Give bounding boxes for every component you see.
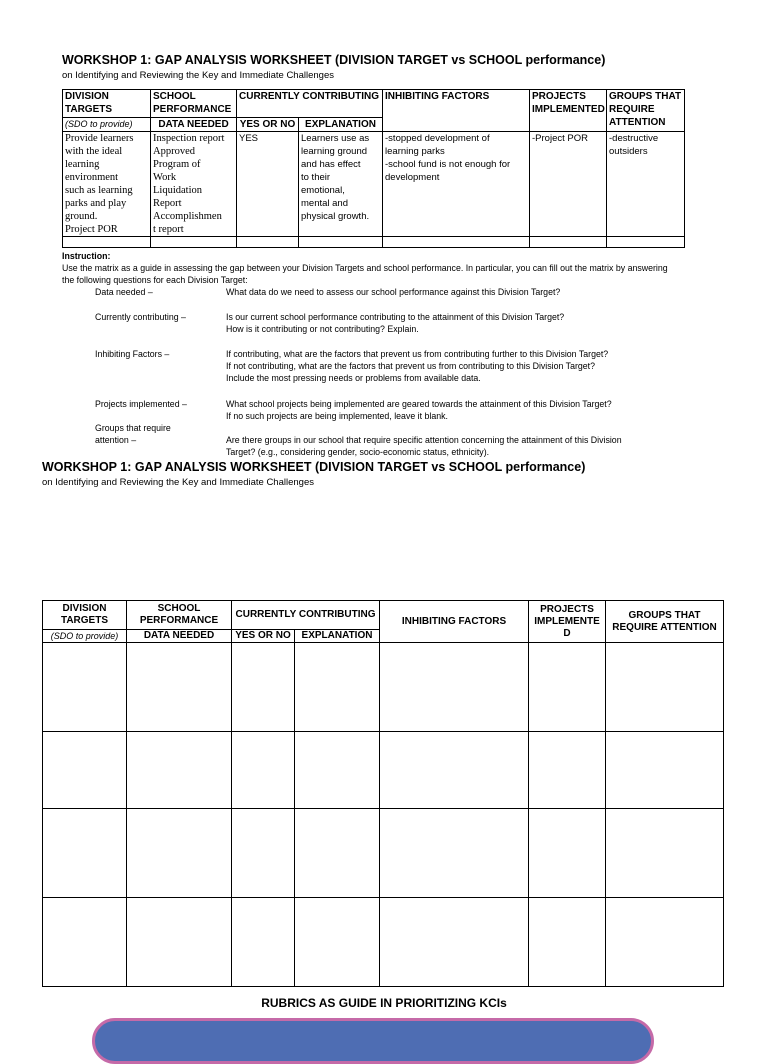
- cell-inhibiting: -stopped development of learning parks -school fund is not enough for development: [383, 132, 530, 237]
- header-explanation: EXPLANATION: [295, 630, 380, 643]
- blank-cell[interactable]: [127, 643, 232, 732]
- header-school-performance: SCHOOL PERFORMANCE: [127, 601, 232, 630]
- blank-cell[interactable]: [232, 643, 295, 732]
- blank-cell[interactable]: [606, 732, 724, 809]
- blank-gap-analysis-table: [42, 600, 724, 987]
- cell-division-target: Provide learners with the ideal learning environment such as learning parks and play ground. Project POR: [63, 132, 151, 237]
- q-label-projects-implemented: Projects implemented –: [95, 399, 187, 409]
- blank-cell[interactable]: [380, 732, 529, 809]
- worksheet-title-2: WORKSHOP 1: GAP ANALYSIS WORKSHEET (DIVISION TARGET vs SCHOOL performance): [42, 460, 586, 474]
- q-label-data-needed: Data needed –: [95, 287, 153, 297]
- cell-explanation: Learners use as learning ground and has effect to their emotional, mental and physical growth.: [299, 132, 383, 237]
- blank-cell[interactable]: [232, 809, 295, 898]
- blank-cell[interactable]: [127, 732, 232, 809]
- empty-cell: [383, 237, 530, 248]
- header-data-needed: DATA NEEDED: [127, 630, 232, 643]
- worksheet-subtitle-2: on Identifying and Reviewing the Key and Immediate Challenges: [42, 477, 314, 488]
- header-currently-contributing: CURRENTLY CONTRIBUTING: [232, 601, 380, 630]
- worksheet-title-1: WORKSHOP 1: GAP ANALYSIS WORKSHEET (DIVISION TARGET vs SCHOOL performance): [62, 53, 606, 67]
- blank-cell[interactable]: [232, 898, 295, 987]
- q-text-projects-implemented: What school projects being implemented are geared towards the attainment of this Division Target? If no such projects are being implemented, leave it blank.: [226, 399, 612, 421]
- blank-cell[interactable]: [43, 732, 127, 809]
- blank-cell[interactable]: [295, 809, 380, 898]
- empty-cell: [151, 237, 237, 248]
- header-currently-contributing: CURRENTLY CONTRIBUTING: [237, 90, 383, 118]
- blank-cell[interactable]: [43, 898, 127, 987]
- blank-cell[interactable]: [295, 732, 380, 809]
- rubrics-title: RUBRICS AS GUIDE IN PRIORITIZING KCIs: [261, 996, 507, 1010]
- blank-cell[interactable]: [529, 898, 606, 987]
- instruction-line-1: Use the matrix as a guide in assessing the gap between your Division Targets and school performance. In particular, you can fill out the matrix by answering: [62, 263, 668, 273]
- header-projects-implemented: PROJECTS IMPLEMENTED: [530, 90, 607, 132]
- header-division-targets: DIVISION TARGETS: [63, 90, 151, 118]
- blank-cell[interactable]: [43, 643, 127, 732]
- blank-cell[interactable]: [127, 809, 232, 898]
- rubrics-banner: [92, 1018, 654, 1064]
- blank-cell[interactable]: [529, 643, 606, 732]
- q-text-groups-attention: Are there groups in our school that require specific attention concerning the attainment of this Division Target? (e.g., considering gender, socio-economic status, ethnicity).: [226, 435, 622, 457]
- cell-data-needed: Inspection report Approved Program of Work Liquidation Report Accomplishmen t report: [151, 132, 237, 237]
- q-label-groups-attention: Groups that require attention –: [95, 423, 171, 445]
- sdo-note: (SDO to provide): [63, 118, 151, 132]
- blank-cell[interactable]: [529, 732, 606, 809]
- blank-cell[interactable]: [380, 809, 529, 898]
- empty-cell: [607, 237, 685, 248]
- blank-cell[interactable]: [295, 898, 380, 987]
- q-label-inhibiting-factors: Inhibiting Factors –: [95, 349, 170, 359]
- header-data-needed: DATA NEEDED: [151, 118, 237, 132]
- header-groups-attention: GROUPS THAT REQUIRE ATTENTION: [607, 90, 685, 132]
- header-inhibiting-factors: INHIBITING FACTORS: [383, 90, 530, 132]
- blank-cell[interactable]: [295, 643, 380, 732]
- blank-cell[interactable]: [529, 809, 606, 898]
- cell-yes-or-no: YES: [237, 132, 299, 237]
- header-division-targets: DIVISION TARGETS: [43, 601, 127, 630]
- q-text-inhibiting-factors: If contributing, what are the factors that prevent us from contributing further to this Division Target? If not contributing, what are the factors that prevent us from contributing to this Division Target? Include the most pressing needs or problems from available data.: [226, 349, 609, 383]
- blank-cell[interactable]: [606, 898, 724, 987]
- q-text-data-needed: What data do we need to assess our school performance against this Division Target?: [226, 287, 561, 297]
- instruction-heading: Instruction:: [62, 251, 111, 261]
- q-text-currently-contributing: Is our current school performance contributing to the attainment of this Division Target? How is it contributing or not contributing? Explain.: [226, 312, 565, 334]
- sdo-note: (SDO to provide): [43, 630, 127, 643]
- blank-cell[interactable]: [606, 809, 724, 898]
- q-label-currently-contributing: Currently contributing –: [95, 312, 186, 322]
- cell-groups: -destructive outsiders: [607, 132, 685, 237]
- blank-cell[interactable]: [380, 643, 529, 732]
- blank-cell[interactable]: [606, 643, 724, 732]
- header-school-performance: SCHOOL PERFORMANCE: [151, 90, 237, 118]
- empty-cell: [299, 237, 383, 248]
- empty-cell: [63, 237, 151, 248]
- blank-cell[interactable]: [127, 898, 232, 987]
- header-yes-or-no: YES OR NO: [237, 118, 299, 132]
- blank-cell[interactable]: [232, 732, 295, 809]
- header-projects-implemented: PROJECTS IMPLEMENTE D: [529, 601, 606, 643]
- empty-cell: [530, 237, 607, 248]
- header-explanation: EXPLANATION: [299, 118, 383, 132]
- header-inhibiting-factors: INHIBITING FACTORS: [380, 601, 529, 643]
- worksheet-subtitle-1: on Identifying and Reviewing the Key and Immediate Challenges: [62, 70, 334, 81]
- cell-projects: -Project POR: [530, 132, 607, 237]
- header-yes-or-no: YES OR NO: [232, 630, 295, 643]
- blank-cell[interactable]: [380, 898, 529, 987]
- blank-cell[interactable]: [43, 809, 127, 898]
- header-groups-attention: GROUPS THAT REQUIRE ATTENTION: [606, 601, 724, 643]
- empty-cell: [237, 237, 299, 248]
- filled-gap-analysis-table: [62, 89, 685, 248]
- instruction-line-2: the following questions for each Division Target:: [62, 275, 248, 285]
